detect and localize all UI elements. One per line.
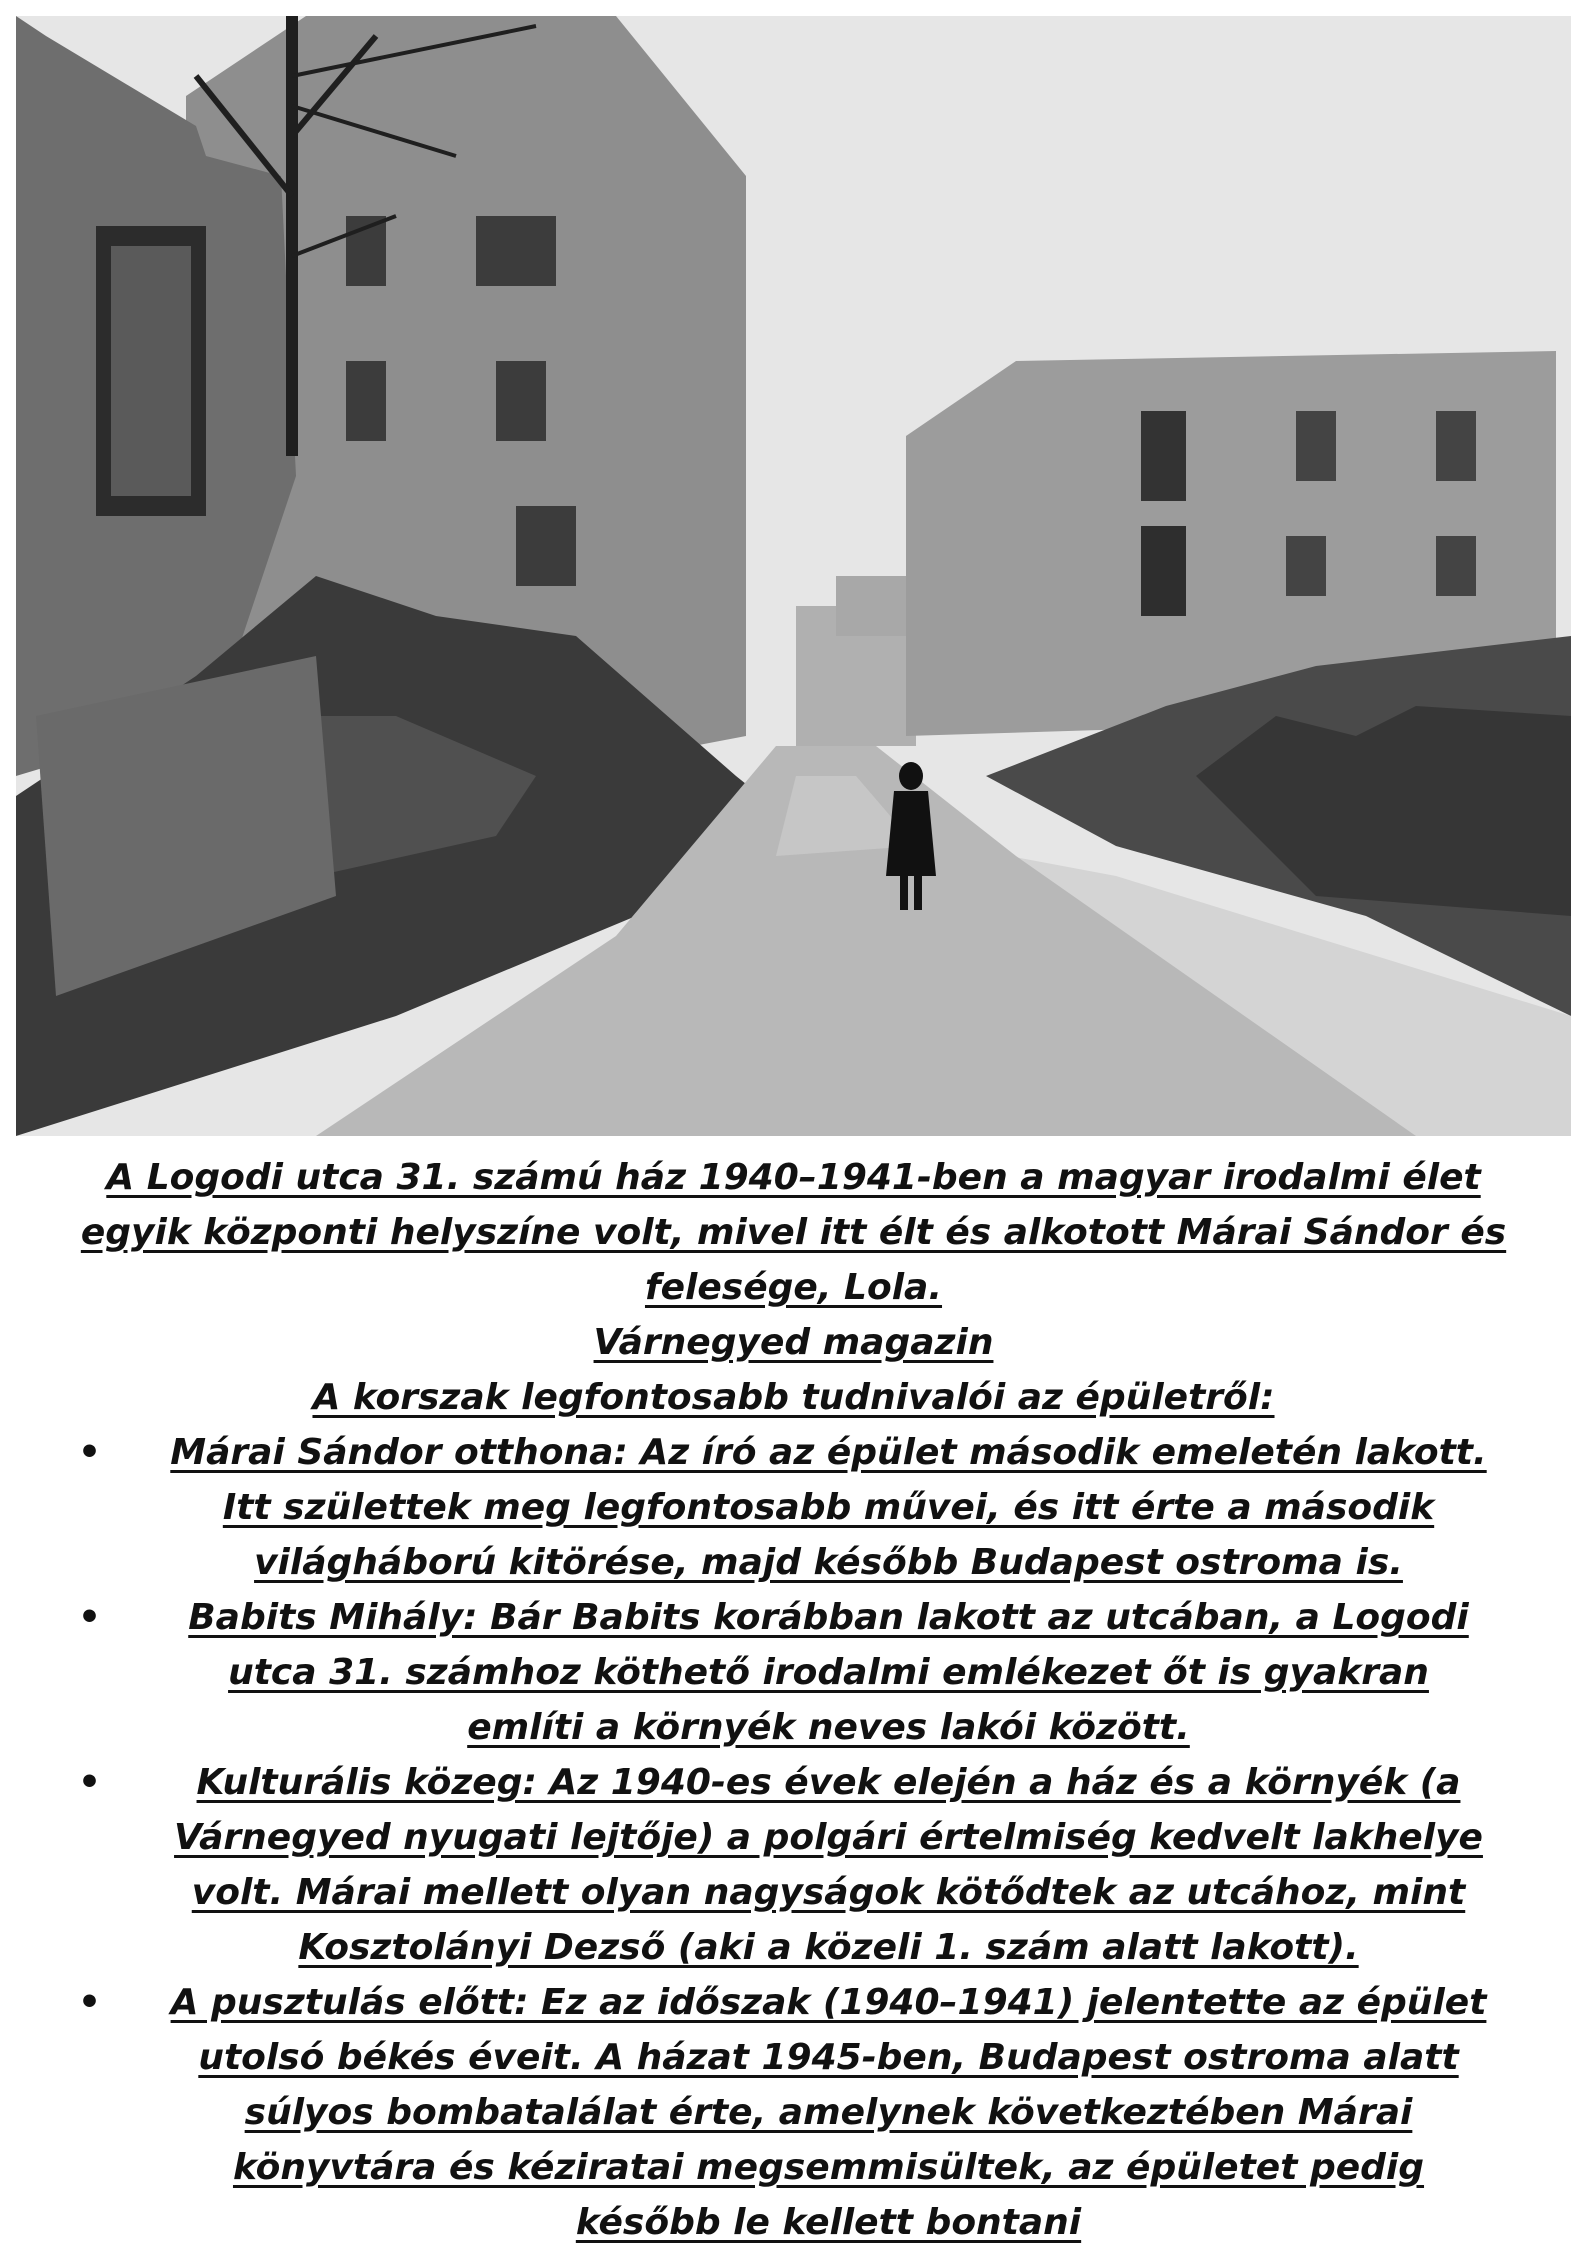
list-item (60, 1755, 1527, 1975)
list-item-text: A pusztulás előtt: Ez az időszak (1940–1941) jelentette az épület utolsó békés éveit. A házat 1945-ben, Budapest ostroma alatt súlyos bombatalálat érte, amelynek következtében Márai könyvtára és kéziratai megsemmisültek, az épületet pedig később le kellett bontani (170, 1982, 1487, 2243)
street-ruins-photo (16, 16, 1571, 1136)
facts-list (60, 1425, 1527, 2250)
caption-block (60, 1150, 1527, 2250)
list-item-text: Márai Sándor otthona: Az író az épület második emeletén lakott. Itt születtek meg legfontosabb művei, és itt érte a második világháború kitörése, majd később Budapest ostroma is. (170, 1432, 1487, 1583)
list-item (60, 1975, 1527, 2250)
bullet-icon: • (78, 1982, 102, 2023)
list-item-text: Kulturális közeg: Az 1940-es évek elején a ház és a környék (a Várnegyed nyugati lejtője) a polgári értelmiség kedvelt lakhelye volt. Márai mellett olyan nagyságok kötődtek az utcához, mint Kosztolányi Dezső (aki a közeli 1. szám alatt lakott). (174, 1762, 1483, 1968)
caption-source: Várnegyed magazin (593, 1322, 994, 1363)
list-item (60, 1590, 1527, 1755)
ruined-street-illustration (16, 16, 1571, 1136)
list-item (60, 1425, 1527, 1590)
bullet-icon: • (78, 1432, 102, 1473)
list-item-text: Babits Mihály: Bár Babits korábban lakott az utcában, a Logodi utca 31. számhoz köthető irodalmi emlékezet őt is gyakran említi a környék neves lakói között. (188, 1597, 1469, 1748)
caption-list-heading: A korszak legfontosabb tudnivalói az épületről: (312, 1377, 1275, 1418)
caption-intro: A Logodi utca 31. számú ház 1940–1941-ben a magyar irodalmi élet egyik központi helyszíne volt, mivel itt élt és alkotott Márai Sándor és felesége, Lola. (80, 1157, 1507, 1308)
bullet-icon: • (78, 1597, 102, 1638)
bullet-icon: • (78, 1762, 102, 1803)
